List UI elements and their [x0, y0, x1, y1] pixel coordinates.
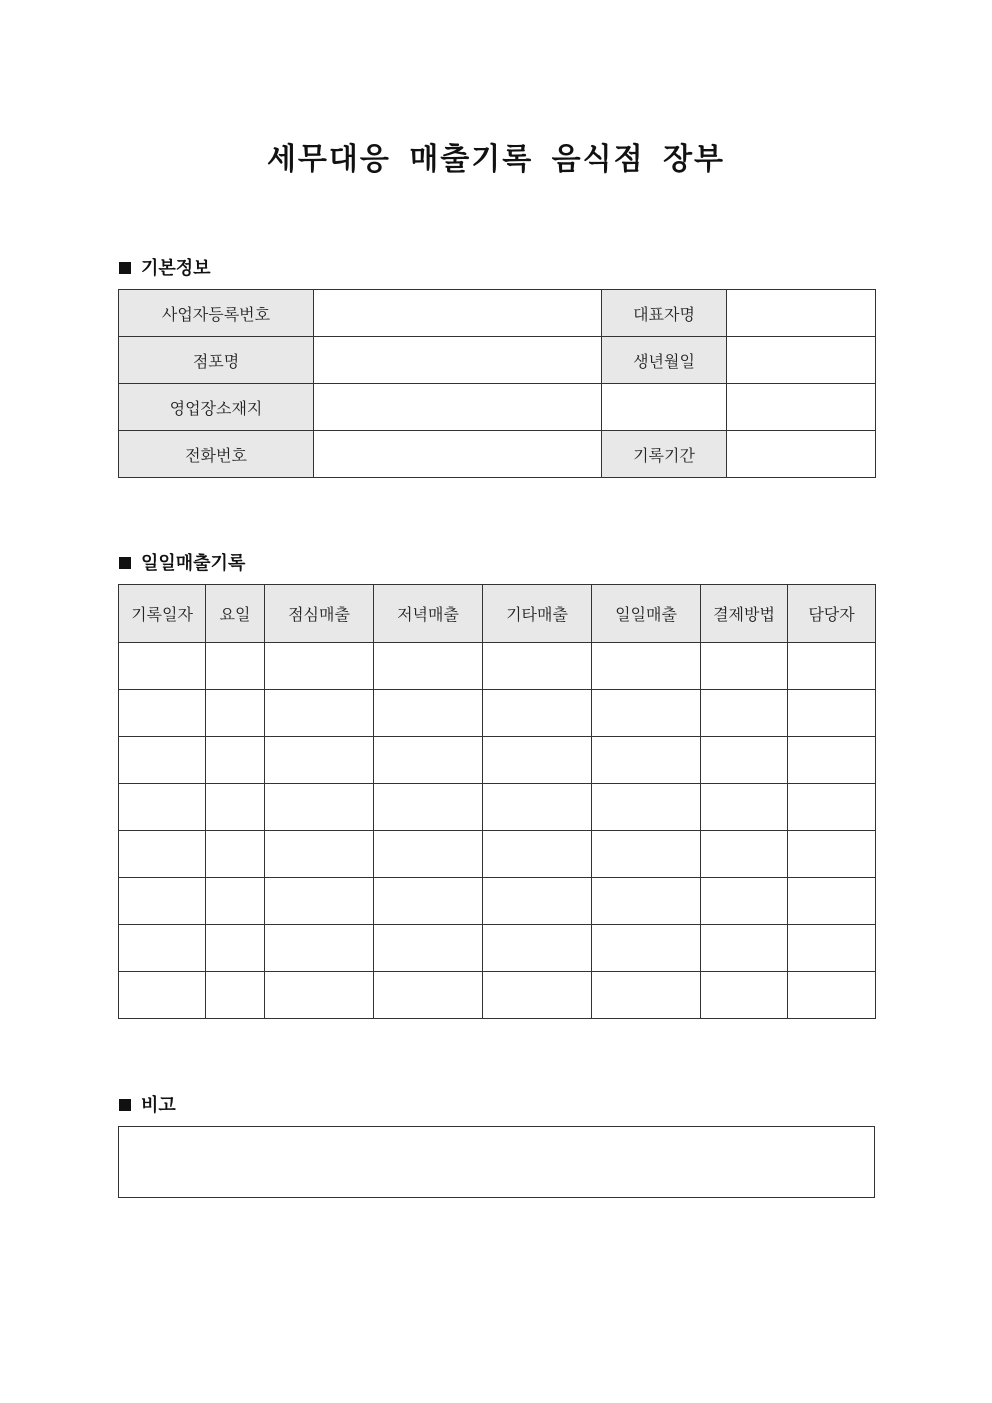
table-cell[interactable] — [592, 831, 701, 878]
table-row — [119, 925, 876, 972]
table-cell[interactable] — [592, 925, 701, 972]
blank-cell[interactable] — [602, 384, 727, 431]
table-cell[interactable] — [119, 643, 206, 690]
blank-cell[interactable] — [727, 384, 876, 431]
table-cell[interactable] — [119, 831, 206, 878]
daily-sales-table — [118, 584, 876, 1019]
table-cell[interactable] — [483, 643, 592, 690]
business-address-label: 영업장소재지 — [119, 384, 314, 431]
table-cell[interactable] — [374, 643, 483, 690]
table-cell[interactable] — [483, 925, 592, 972]
col-other-sales: 기타매출 — [483, 585, 592, 643]
table-cell[interactable] — [206, 643, 265, 690]
table-cell[interactable] — [374, 878, 483, 925]
table-cell[interactable] — [265, 972, 374, 1019]
table-cell[interactable] — [206, 972, 265, 1019]
square-bullet-icon — [119, 262, 131, 274]
business-reg-no-field[interactable] — [314, 290, 602, 337]
table-cell[interactable] — [788, 878, 876, 925]
basic-info-heading — [119, 254, 211, 280]
table-row — [119, 690, 876, 737]
table-cell[interactable] — [788, 925, 876, 972]
table-cell[interactable] — [119, 737, 206, 784]
table-cell[interactable] — [206, 784, 265, 831]
store-name-field[interactable] — [314, 337, 602, 384]
table-cell[interactable] — [592, 643, 701, 690]
table-cell[interactable] — [483, 878, 592, 925]
daily-sales-heading — [119, 549, 245, 575]
square-bullet-icon — [119, 1099, 131, 1111]
col-record-date: 기록일자 — [119, 585, 206, 643]
table-cell[interactable] — [119, 784, 206, 831]
table-cell[interactable] — [701, 690, 788, 737]
table-cell[interactable] — [701, 643, 788, 690]
record-period-field[interactable] — [727, 431, 876, 478]
birth-date-field[interactable] — [727, 337, 876, 384]
table-cell[interactable] — [265, 737, 374, 784]
table-cell[interactable] — [265, 878, 374, 925]
table-cell[interactable] — [119, 878, 206, 925]
table-cell[interactable] — [483, 972, 592, 1019]
table-cell[interactable] — [701, 784, 788, 831]
table-cell[interactable] — [592, 878, 701, 925]
table-cell[interactable] — [483, 737, 592, 784]
table-cell[interactable] — [206, 737, 265, 784]
table-cell[interactable] — [483, 831, 592, 878]
table-cell[interactable] — [119, 690, 206, 737]
table-cell[interactable] — [374, 831, 483, 878]
table-cell[interactable] — [592, 784, 701, 831]
business-reg-no-label: 사업자등록번호 — [119, 290, 314, 337]
table-row — [119, 831, 876, 878]
table-row — [119, 290, 876, 337]
table-cell[interactable] — [265, 925, 374, 972]
table-cell[interactable] — [265, 643, 374, 690]
phone-field[interactable] — [314, 431, 602, 478]
table-cell[interactable] — [206, 831, 265, 878]
table-cell[interactable] — [265, 690, 374, 737]
table-cell[interactable] — [788, 831, 876, 878]
table-cell[interactable] — [374, 737, 483, 784]
table-row — [119, 337, 876, 384]
record-period-label: 기록기간 — [602, 431, 727, 478]
table-cell[interactable] — [592, 737, 701, 784]
table-cell[interactable] — [206, 925, 265, 972]
table-cell[interactable] — [483, 690, 592, 737]
basic-info-heading-label: 기본정보 — [141, 258, 211, 279]
table-cell[interactable] — [788, 737, 876, 784]
remarks-heading — [119, 1091, 176, 1117]
representative-label: 대표자명 — [602, 290, 727, 337]
col-dinner-sales: 저녁매출 — [374, 585, 483, 643]
col-staff: 담당자 — [788, 585, 876, 643]
table-cell[interactable] — [119, 925, 206, 972]
basic-info-table — [118, 289, 876, 478]
table-row — [119, 384, 876, 431]
col-lunch-sales: 점심매출 — [265, 585, 374, 643]
remarks-field[interactable] — [118, 1126, 875, 1198]
table-row — [119, 431, 876, 478]
table-cell[interactable] — [701, 831, 788, 878]
business-address-field[interactable] — [314, 384, 602, 431]
daily-sales-heading-label: 일일매출기록 — [141, 553, 246, 574]
table-cell[interactable] — [206, 878, 265, 925]
table-cell[interactable] — [701, 737, 788, 784]
representative-field[interactable] — [727, 290, 876, 337]
table-row — [119, 878, 876, 925]
table-cell[interactable] — [265, 831, 374, 878]
table-cell[interactable] — [701, 972, 788, 1019]
table-cell[interactable] — [374, 925, 483, 972]
remarks-heading-label: 비고 — [141, 1095, 176, 1116]
birth-date-label: 생년월일 — [602, 337, 727, 384]
table-row — [119, 784, 876, 831]
table-cell[interactable] — [265, 784, 374, 831]
document-title: 세무대응 매출기록 음식점 장부 — [266, 142, 726, 177]
table-cell[interactable] — [788, 784, 876, 831]
table-cell[interactable] — [788, 643, 876, 690]
table-cell[interactable] — [206, 690, 265, 737]
table-cell[interactable] — [592, 690, 701, 737]
table-header-row — [119, 585, 876, 643]
table-row — [119, 737, 876, 784]
table-cell[interactable] — [788, 690, 876, 737]
col-payment-method: 결제방법 — [701, 585, 788, 643]
table-row — [119, 643, 876, 690]
square-bullet-icon — [119, 557, 131, 569]
table-row — [119, 972, 876, 1019]
phone-label: 전화번호 — [119, 431, 314, 478]
table-cell[interactable] — [119, 972, 206, 1019]
table-cell[interactable] — [592, 972, 701, 1019]
table-cell[interactable] — [701, 878, 788, 925]
col-weekday: 요일 — [206, 585, 265, 643]
table-cell[interactable] — [701, 925, 788, 972]
table-cell[interactable] — [788, 972, 876, 1019]
table-cell[interactable] — [374, 690, 483, 737]
col-daily-sales: 일일매출 — [592, 585, 701, 643]
table-cell[interactable] — [483, 784, 592, 831]
daily-sales-body — [119, 643, 876, 1019]
store-name-label: 점포명 — [119, 337, 314, 384]
table-cell[interactable] — [374, 972, 483, 1019]
table-cell[interactable] — [374, 784, 483, 831]
